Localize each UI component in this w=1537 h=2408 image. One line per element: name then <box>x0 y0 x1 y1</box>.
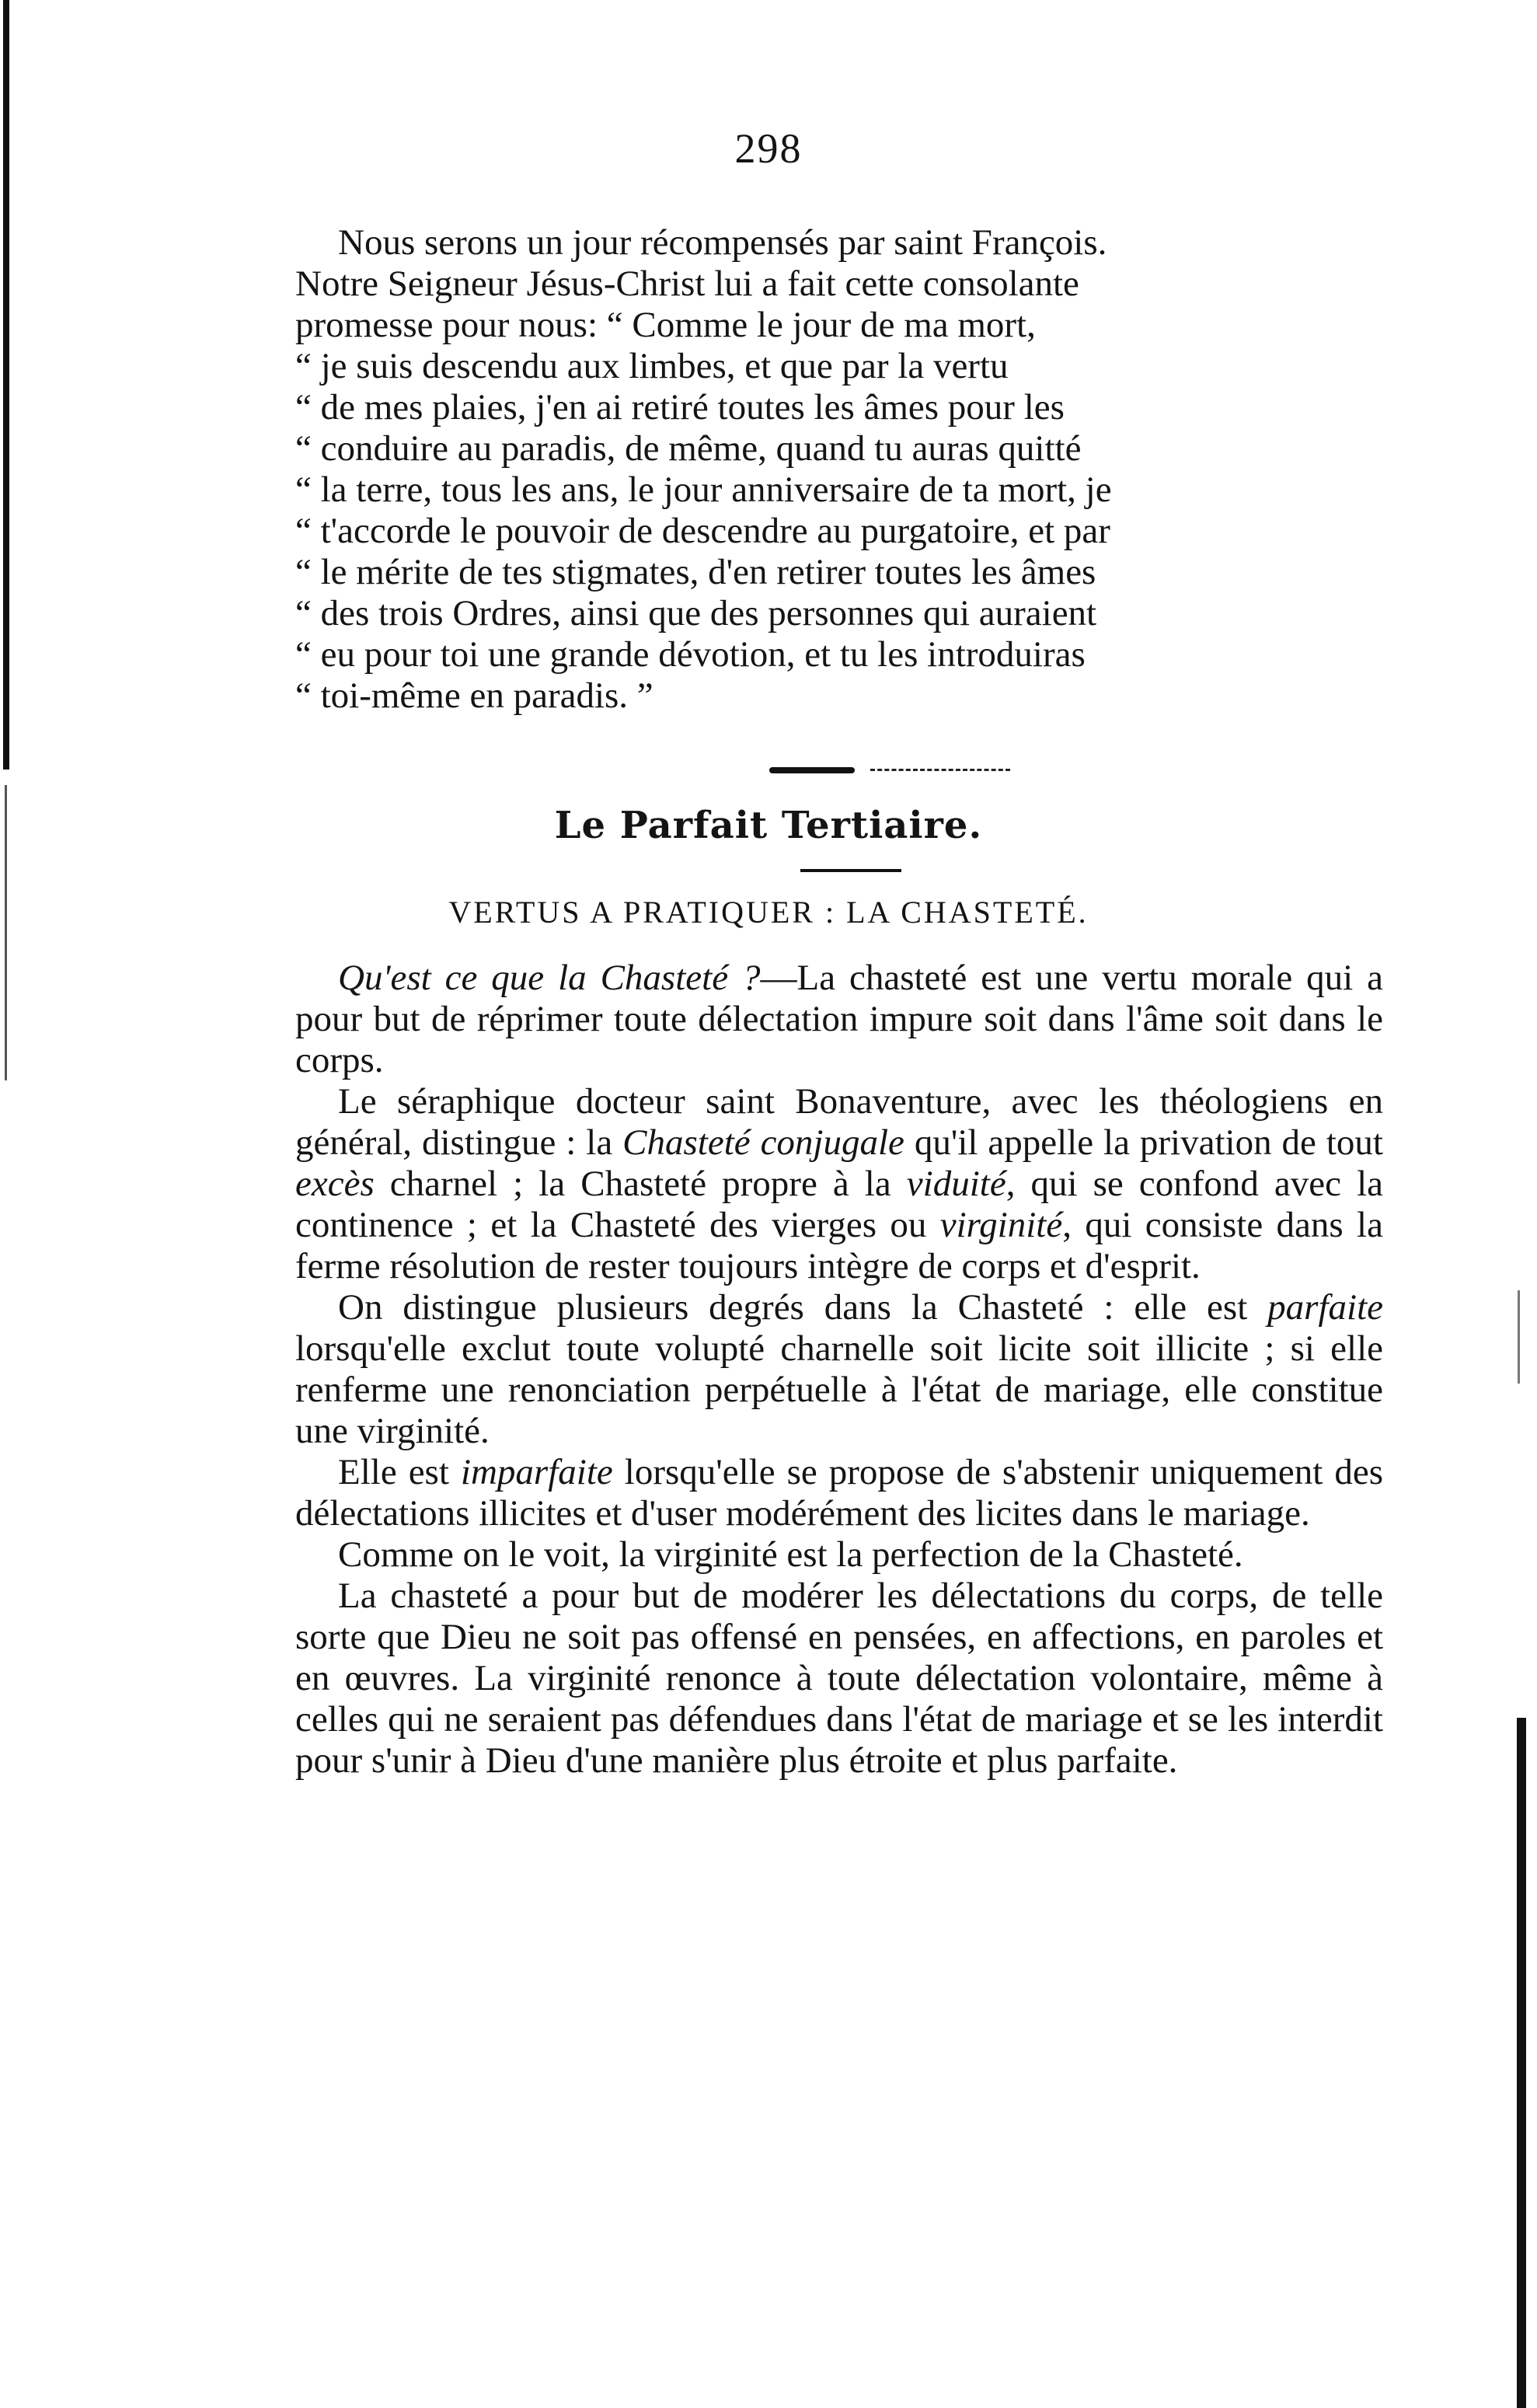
page-edge-left <box>3 0 9 770</box>
text-line: promesse pour nous: “ Comme le jour de ma mort, <box>295 305 1036 345</box>
text-line: Nous serons un jour récompensés par saint François. <box>338 222 1107 263</box>
body-text <box>295 958 1383 1782</box>
term-italic: excès <box>295 1164 375 1204</box>
paragraph-virginity: Comme on le voit, la virginité est la perfection de la Chasteté. <box>338 1534 1243 1575</box>
section-subtitle: VERTUS A PRATIQUER : LA CHASTETÉ. <box>448 895 1089 930</box>
text-line: “ je suis descendu aux limbes, et que par la vertu <box>295 346 1009 386</box>
term-italic: virginité <box>939 1205 1063 1245</box>
paragraph-text: lorsqu'elle se propose de s'abstenir uniquement des délectations illicites et d'user modérément des licites dans le mariage. <box>295 1452 1383 1534</box>
text-line: “ des trois Ordres, ainsi que des personnes qui auraient <box>295 593 1097 633</box>
text-line: “ eu pour toi une grande dévotion, et tu les introduiras <box>295 634 1086 675</box>
question-heading: Qu'est ce que la Chasteté ? <box>338 958 761 998</box>
text-line: “ le mérite de tes stigmates, d'en retirer toutes les âmes <box>295 552 1096 592</box>
term-italic: imparfaite <box>460 1452 613 1492</box>
ornament-dashes <box>870 769 1010 771</box>
intro-paragraph <box>295 222 1383 717</box>
paragraph-kinds <box>295 1081 1383 1287</box>
paragraph-text: , qui se confond avec la continence ; et la Chasteté des vierges ou <box>295 1164 1383 1245</box>
paragraph-text: charnel ; la Chasteté propre à la <box>374 1164 907 1204</box>
page-edge-right <box>1517 1718 1526 2408</box>
text-line: “ de mes plaies, j'en ai retiré toutes les âmes pour les <box>295 387 1065 428</box>
paragraph-text: qu'il appelle la privation de tout <box>904 1122 1383 1163</box>
term-italic: viduité <box>906 1164 1006 1204</box>
page-edge-right-faint <box>1518 1290 1520 1384</box>
paragraph-degrees <box>295 1287 1383 1452</box>
ornament-bar <box>769 767 855 773</box>
paragraph-text: Le séraphique docteur saint Bonaventure, avec les théologiens en général, distingue : la <box>295 1081 1383 1163</box>
paragraph-text: On distingue plusieurs degrés dans la Chasteté : elle est <box>338 1287 1268 1328</box>
text-line: “ conduire au paradis, de même, quand tu auras quitté <box>295 428 1082 469</box>
paragraph-text: Elle est <box>338 1452 461 1492</box>
text-line: “ la terre, tous les ans, le jour anniversaire de ta mort, je <box>295 469 1112 510</box>
page-number: 298 <box>734 125 803 172</box>
term-italic: Chasteté conjugale <box>622 1122 904 1163</box>
term-italic: parfaite <box>1267 1287 1383 1328</box>
text-line: “ toi-même en paradis. ” <box>295 675 653 716</box>
paragraph-purpose: La chasteté a pour but de modérer les délectations du corps, de telle sorte que Dieu ne soit pas offensé en pensées, en affections, en paroles et en œuvres. La virginité renonce à toute délectation volontaire, même à celles qui ne seraient pas défendues dans l'état de mariage et se les interdit pour s'unir à Dieu d'une manière plus étroite et plus parfaite. <box>295 1576 1383 1781</box>
paragraph-text: —La chasteté est une vertu morale qui a pour but de réprimer toute délectation impure soit dans l'âme soit dans le corps. <box>295 958 1383 1080</box>
title-rule <box>800 869 901 872</box>
paragraph-imperfect <box>295 1452 1383 1534</box>
section-ornament <box>769 751 1018 783</box>
paragraph-text: , qui consiste dans la ferme résolution de rester toujours intègre de corps et d'esprit. <box>295 1205 1383 1286</box>
paragraph-definition <box>295 958 1383 1081</box>
text-line: “ t'accorde le pouvoir de descendre au purgatoire, et par <box>295 511 1110 551</box>
paragraph-text: lorsqu'elle exclut toute volupté charnelle soit licite soit illicite ; si elle renferme une renonciation perpétuelle à l'état de mariage, elle constitue une virginité. <box>295 1328 1383 1451</box>
text-line: Notre Seigneur Jésus-Christ lui a fait cette consolante <box>295 263 1079 304</box>
section-title: Le Parfait Tertiaire. <box>554 804 983 847</box>
